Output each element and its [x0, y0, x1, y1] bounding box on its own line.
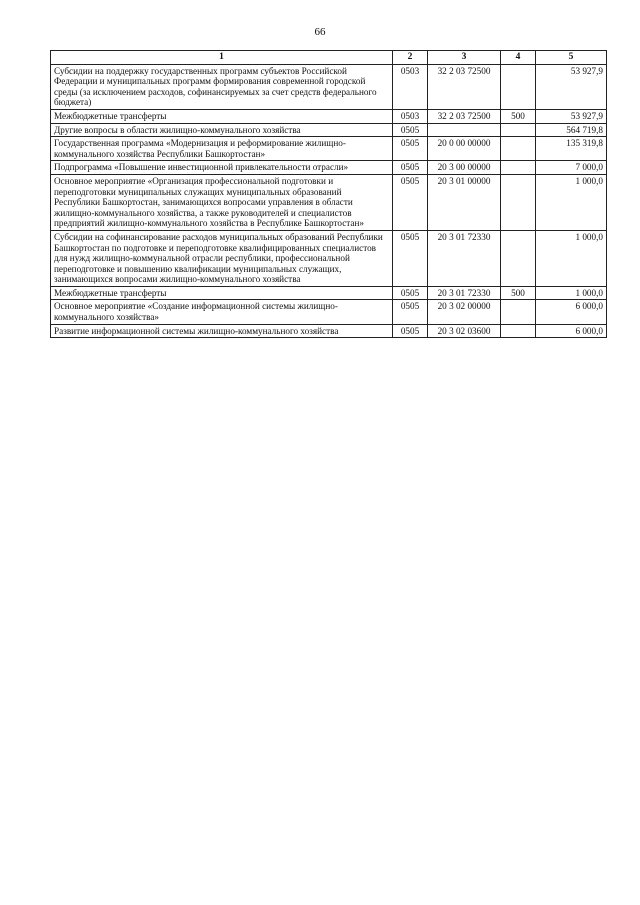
- table-row: [51, 174, 607, 230]
- page-number: 66: [314, 26, 326, 38]
- table-row: [51, 324, 607, 338]
- row-section: 0505: [393, 161, 428, 175]
- row-amount: 53 927,9: [536, 64, 607, 109]
- row-type: [501, 324, 536, 338]
- row-name: Другие вопросы в области жилищно-коммунального хозяйства: [51, 123, 393, 137]
- row-target: 32 2 03 72500: [428, 64, 501, 109]
- row-target: 20 3 01 00000: [428, 174, 501, 230]
- row-section: 0505: [393, 123, 428, 137]
- row-amount: 6 000,0: [536, 324, 607, 338]
- table-row: [51, 64, 607, 109]
- row-target: 20 3 01 72330: [428, 230, 501, 286]
- row-name: Межбюджетные трансферты: [51, 286, 393, 300]
- budget-table: [50, 50, 607, 338]
- column-header-target: 3: [428, 51, 501, 65]
- row-name: Основное мероприятие «Организация профессиональной подготовки и переподготовки муниципальных служащих муниципальных образований Республики Башкортостан, занимающихся вопросами управления в области жилищно-коммунального хозяйства, а также руководителей и специалистов предприятий жилищно-коммунального хозяйства в Республике Башкортостан»: [51, 174, 393, 230]
- row-amount: 53 927,9: [536, 109, 607, 123]
- row-type: [501, 300, 536, 324]
- table-row: [51, 137, 607, 161]
- row-target: 20 3 02 00000: [428, 300, 501, 324]
- row-name: Государственная программа «Модернизация и реформирование жилищно-коммунального хозяйства Республики Башкортостан»: [51, 137, 393, 161]
- row-target: 20 3 01 72330: [428, 286, 501, 300]
- row-amount: 564 719,8: [536, 123, 607, 137]
- row-section: 0505: [393, 324, 428, 338]
- row-type: [501, 230, 536, 286]
- row-target: [428, 123, 501, 137]
- row-name: Основное мероприятие «Создание информационной системы жилищно-коммунального хозяйства»: [51, 300, 393, 324]
- row-amount: 7 000,0: [536, 161, 607, 175]
- row-section: 0505: [393, 230, 428, 286]
- column-header-name: 1: [51, 51, 393, 65]
- row-name: Развитие информационной системы жилищно-коммунального хозяйства: [51, 324, 393, 338]
- row-type: [501, 174, 536, 230]
- row-section: 0505: [393, 300, 428, 324]
- table-row: [51, 123, 607, 137]
- row-type: [501, 137, 536, 161]
- column-header-amount: 5: [536, 51, 607, 65]
- row-amount: 1 000,0: [536, 286, 607, 300]
- row-name: Субсидии на софинансирование расходов муниципальных образований Республики Башкортостан по подготовке и переподготовке квалифицированных специалистов для нужд жилищно-коммунальной отрасли республики, профессиональной переподготовке и повышению квалификации муниципальных служащих, занимающихся вопросами жилищно-коммунального хозяйства: [51, 230, 393, 286]
- table-row: [51, 230, 607, 286]
- row-target: 20 3 00 00000: [428, 161, 501, 175]
- row-name: Межбюджетные трансферты: [51, 109, 393, 123]
- row-amount: 1 000,0: [536, 230, 607, 286]
- column-header-section: 2: [393, 51, 428, 65]
- row-target: 20 3 02 03600: [428, 324, 501, 338]
- table-header-row: [51, 51, 607, 65]
- table-row: [51, 161, 607, 175]
- row-name: Подпрограмма «Повышение инвестиционной привлекательности отрасли»: [51, 161, 393, 175]
- row-amount: 1 000,0: [536, 174, 607, 230]
- table-row: [51, 300, 607, 324]
- row-target: 32 2 03 72500: [428, 109, 501, 123]
- row-section: 0505: [393, 286, 428, 300]
- row-name: Субсидии на поддержку государственных программ субъектов Российской Федерации и муниципальных программ формирования современной городской среды (за исключением расходов, софинансируемых за счет средств федерального бюджета): [51, 64, 393, 109]
- row-section: 0505: [393, 174, 428, 230]
- row-type: 500: [501, 109, 536, 123]
- row-amount: 6 000,0: [536, 300, 607, 324]
- table-row: [51, 286, 607, 300]
- row-section: 0503: [393, 109, 428, 123]
- row-type: [501, 123, 536, 137]
- row-amount: 135 319,8: [536, 137, 607, 161]
- column-header-type: 4: [501, 51, 536, 65]
- row-target: 20 0 00 00000: [428, 137, 501, 161]
- row-type: [501, 64, 536, 109]
- row-type: 500: [501, 286, 536, 300]
- row-section: 0505: [393, 137, 428, 161]
- table-row: [51, 109, 607, 123]
- row-section: 0503: [393, 64, 428, 109]
- row-type: [501, 161, 536, 175]
